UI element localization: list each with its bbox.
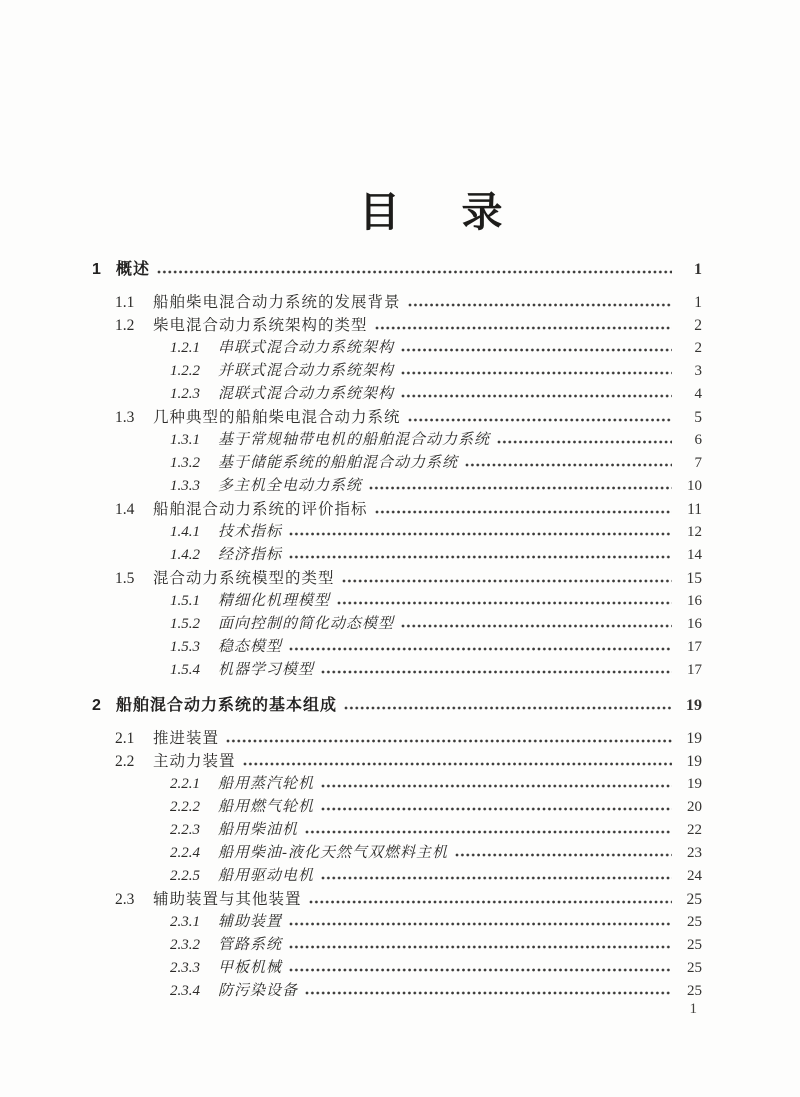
toc-row [92, 796, 702, 819]
toc-entry-number: 1.5 [115, 570, 135, 587]
dot-leader [344, 706, 672, 710]
toc-row [92, 521, 702, 544]
toc-entry-page: 25 [687, 937, 702, 953]
toc-entry-title: 面向控制的简化动态模型 [218, 616, 395, 632]
toc-entry-number: 2.1 [115, 730, 135, 747]
toc-entry-page: 19 [687, 776, 702, 792]
toc-entry-page: 19 [686, 697, 702, 714]
toc-entry-title: 基于储能系统的船舶混合动力系统 [218, 455, 459, 471]
dot-leader [305, 991, 672, 995]
toc-list [92, 246, 702, 1003]
dot-leader [401, 624, 672, 628]
toc-entry-number: 2 [92, 697, 101, 714]
toc-entry-page: 6 [694, 432, 702, 448]
toc-row [92, 452, 702, 475]
toc-entry-title: 辅助装置 [218, 914, 283, 930]
dot-leader [243, 762, 672, 766]
toc-entry-page: 1 [694, 261, 702, 278]
toc-row [92, 865, 702, 888]
dot-leader [289, 532, 672, 536]
toc-entry-title: 船用蒸汽轮机 [218, 776, 315, 792]
toc-entry-number: 1.4 [115, 501, 135, 518]
dot-leader [157, 270, 672, 274]
toc-entry-number: 1.2.1 [170, 340, 200, 356]
toc-entry-page: 25 [687, 914, 702, 930]
toc-entry-page: 1 [694, 294, 702, 311]
toc-entry-number: 2.3 [115, 891, 135, 908]
toc-row [92, 636, 702, 659]
toc-row [92, 337, 702, 360]
toc-entry-number: 1.2 [115, 317, 135, 334]
toc-entry-page: 20 [687, 799, 702, 815]
toc-entry-page: 11 [687, 501, 702, 518]
toc-entry-title: 船舶混合动力系统的基本组成 [116, 697, 338, 714]
toc-entry-title: 经济指标 [218, 547, 283, 563]
toc-entry-title: 柴电混合动力系统架构的类型 [153, 317, 368, 334]
toc-row [92, 694, 702, 717]
toc-row [92, 911, 702, 934]
dot-leader [401, 394, 672, 398]
toc-entry-page: 2 [694, 317, 702, 334]
footer-page-number: 1 [689, 1001, 697, 1017]
toc-entry-page: 4 [694, 386, 702, 402]
page-title: 目录 [359, 189, 564, 236]
toc-row [92, 498, 702, 521]
toc-entry-number: 2.2.5 [170, 868, 200, 884]
toc-entry-title: 船舶柴电混合动力系统的发展背景 [153, 294, 401, 311]
dot-leader [289, 922, 672, 926]
toc-entry-title: 主动力装置 [153, 753, 236, 770]
toc-row [92, 567, 702, 590]
toc-entry-page: 15 [686, 570, 702, 587]
toc-entry-number: 1.3.3 [170, 478, 200, 494]
toc-entry-title: 稳态模型 [218, 639, 283, 655]
toc-row [92, 980, 702, 1003]
dot-leader [342, 579, 672, 583]
dot-leader [321, 807, 672, 811]
dot-leader [337, 601, 672, 605]
dot-leader [408, 303, 672, 307]
dot-leader [375, 510, 672, 514]
dot-leader [455, 853, 672, 857]
toc-entry-number: 1.5.3 [170, 639, 200, 655]
toc-entry-page: 16 [687, 593, 702, 609]
toc-entry-title: 船用柴油-液化天然气双燃料主机 [218, 845, 448, 861]
dot-leader [289, 555, 672, 559]
toc-row [92, 475, 702, 498]
toc-entry-number: 1.3.2 [170, 455, 200, 471]
dot-leader [289, 968, 672, 972]
toc-row [92, 659, 702, 682]
dot-leader [321, 784, 672, 788]
dot-leader [321, 876, 672, 880]
toc-entry-title: 精细化机理模型 [218, 593, 331, 609]
toc-entry-number: 2.2.3 [170, 822, 200, 838]
toc-entry-page: 5 [694, 409, 702, 426]
dot-leader [375, 326, 672, 330]
toc-entry-page: 17 [687, 662, 702, 678]
toc-entry-number: 1 [92, 261, 101, 278]
toc-entry-title: 概述 [116, 261, 151, 278]
toc-entry-number: 1.4.2 [170, 547, 200, 563]
toc-entry-title: 船用柴油机 [218, 822, 299, 838]
dot-leader [465, 463, 672, 467]
toc-entry-title: 串联式混合动力系统架构 [218, 340, 395, 356]
toc-entry-page: 25 [687, 960, 702, 976]
toc-entry-title: 多主机全电动力系统 [218, 478, 363, 494]
toc-row [92, 888, 702, 911]
dot-leader [369, 486, 672, 490]
dot-leader [309, 900, 672, 904]
dot-leader [497, 440, 672, 444]
dot-leader [226, 739, 672, 743]
dot-leader [321, 670, 672, 674]
toc-row [92, 406, 702, 429]
toc-entry-number: 2.3.2 [170, 937, 200, 953]
toc-entry-page: 19 [686, 730, 702, 747]
dot-leader [408, 418, 672, 422]
toc-entry-page: 7 [694, 455, 702, 471]
toc-row [92, 544, 702, 567]
toc-entry-number: 1.2.2 [170, 363, 200, 379]
toc-row [92, 383, 702, 406]
toc-entry-number: 2.3.1 [170, 914, 200, 930]
dot-leader [305, 830, 672, 834]
toc-entry-number: 2.3.3 [170, 960, 200, 976]
toc-entry-page: 3 [694, 363, 702, 379]
toc-entry-page: 25 [687, 983, 702, 999]
toc-entry-number: 1.1 [115, 294, 135, 311]
toc-entry-page: 22 [687, 822, 702, 838]
toc-entry-title: 技术指标 [218, 524, 283, 540]
toc-row [92, 750, 702, 773]
toc-entry-page: 16 [687, 616, 702, 632]
toc-entry-number: 2.2.1 [170, 776, 200, 792]
toc-row [92, 429, 702, 452]
toc-row [92, 819, 702, 842]
toc-entry-number: 2.2.4 [170, 845, 200, 861]
toc-entry-number: 2.3.4 [170, 983, 200, 999]
toc-row [92, 291, 702, 314]
toc-entry-title: 防污染设备 [218, 983, 299, 999]
toc-entry-title: 辅助装置与其他装置 [153, 891, 302, 908]
toc-entry-page: 12 [687, 524, 702, 540]
toc-entry-page: 25 [686, 891, 702, 908]
toc-entry-title: 甲板机械 [218, 960, 283, 976]
toc-row [92, 360, 702, 383]
toc-entry-number: 2.2.2 [170, 799, 200, 815]
toc-entry-page: 10 [687, 478, 702, 494]
toc-entry-title: 船用燃气轮机 [218, 799, 315, 815]
dot-leader [289, 945, 672, 949]
toc-entry-number: 1.3.1 [170, 432, 200, 448]
toc-entry-page: 2 [694, 340, 702, 356]
toc-entry-number: 1.2.3 [170, 386, 200, 402]
toc-entry-number: 1.3 [115, 409, 135, 426]
toc-entry-title: 船舶混合动力系统的评价指标 [153, 501, 368, 518]
toc-entry-number: 1.5.4 [170, 662, 200, 678]
toc-entry-title: 基于常规轴带电机的船舶混合动力系统 [218, 432, 491, 448]
toc-row [92, 957, 702, 980]
toc-entry-page: 19 [686, 753, 702, 770]
toc-entry-number: 1.4.1 [170, 524, 200, 540]
toc-entry-title: 几种典型的船舶柴电混合动力系统 [153, 409, 401, 426]
toc-entry-title: 混合动力系统模型的类型 [153, 570, 335, 587]
toc-entry-page: 24 [687, 868, 702, 884]
toc-entry-title: 机器学习模型 [218, 662, 315, 678]
toc-row [92, 727, 702, 750]
toc-row [92, 258, 702, 281]
toc-entry-title: 并联式混合动力系统架构 [218, 363, 395, 379]
toc-row [92, 613, 702, 636]
toc-entry-title: 混联式混合动力系统架构 [218, 386, 395, 402]
toc-entry-title: 推进装置 [153, 730, 220, 747]
toc-row [92, 314, 702, 337]
dot-leader [401, 348, 672, 352]
toc-row [92, 773, 702, 796]
toc-entry-page: 14 [687, 547, 702, 563]
toc-entry-title: 管路系统 [218, 937, 283, 953]
toc-entry-page: 17 [687, 639, 702, 655]
toc-entry-number: 2.2 [115, 753, 135, 770]
toc-entry-number: 1.5.2 [170, 616, 200, 632]
toc-row [92, 934, 702, 957]
toc-row [92, 842, 702, 865]
toc-row [92, 590, 702, 613]
toc-entry-page: 23 [687, 845, 702, 861]
toc-entry-number: 1.5.1 [170, 593, 200, 609]
toc-entry-title: 船用驱动电机 [218, 868, 315, 884]
dot-leader [401, 371, 672, 375]
dot-leader [289, 647, 672, 651]
